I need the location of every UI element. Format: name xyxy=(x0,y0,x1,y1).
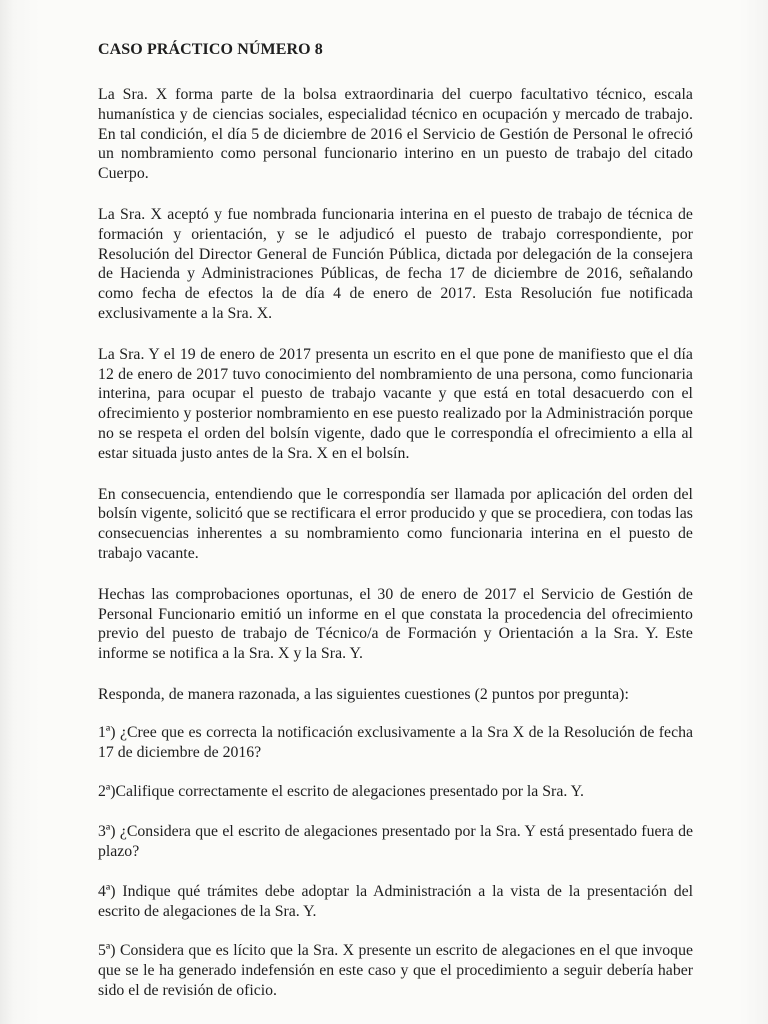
paragraph-3: La Sra. Y el 19 de enero de 2017 presenta un escrito en el que pone de manifiesto que el día 12 de enero de 2017 tuvo conocimiento del nombramiento de una persona, como funcionaria interina, para ocupar el puesto de trabajo vacante y que está en total desacuerdo con el ofrecimiento y posterior nombramiento en ese puesto realizado por la Administración porque no se respeta el orden del bolsín vigente, dado que le correspondía el ofrecimiento a ella al estar situada justo antes de la Sra. X en el bolsín. xyxy=(98,345,693,462)
paragraph-1: La Sra. X forma parte de la bolsa extraordinaria del cuerpo facultativo técnico, escala humanística y de ciencias sociales, especialidad técnico en ocupación y mercado de trabajo. En tal condición, el día 5 de diciembre de 2016 el Servicio de Gestión de Personal le ofreció un nombramiento como personal funcionario interino en un puesto de trabajo del citado Cuerpo. xyxy=(98,86,693,183)
instruction-text: Responda, de manera razonada, a las siguientes cuestiones (2 puntos por pregunta): xyxy=(98,685,629,703)
question-4: 4ª) Indique qué trámites debe adoptar la Administración a la vista de la presentación del escrito de alegaciones de la Sra. Y. xyxy=(98,882,693,920)
question-3: 3ª) ¿Considera que el escrito de alegaciones presentado por la Sra. Y está presentado fuera de plazo? xyxy=(98,823,693,860)
question-5: 5ª) Considera que es lícito que la Sra. X presente un escrito de alegaciones en el que invoque que se le ha generado indefensión en este caso y que el procedimiento a seguir debería haber sido el de revisión de oficio. xyxy=(98,942,693,999)
document-title: CASO PRÁCTICO NÚMERO 8 xyxy=(98,41,323,58)
paragraph-5: Hechas las comprobaciones oportunas, el 30 de enero de 2017 el Servicio de Gestión de Personal Funcionario emitió un informe en el que constata la procedencia del ofrecimiento previo del puesto de trabajo de Técnico/a de Formación y Orientación a la Sra. Y. Este informe se notifica a la Sra. X y la Sra. Y. xyxy=(98,585,693,663)
question-1: 1ª) ¿Cree que es correcta la notificación exclusivamente a la Sra X de la Resolución de fecha 17 de diciembre de 2016? xyxy=(98,723,693,761)
question-2: 2ª)Califique correctamente el escrito de alegaciones presentado por la Sra. Y. xyxy=(98,783,584,801)
paragraph-4: En consecuencia, entendiendo que le correspondía ser llamada por aplicación del orden del bolsín vigente, solicitó que se rectificara el error producido y que se procediera, con todas las consecuencias inherentes a su nombramiento como funcionaria interina en el puesto de trabajo vacante. xyxy=(98,485,693,562)
paragraph-2: La Sra. X aceptó y fue nombrada funcionaria interina en el puesto de trabajo de técnica de formación y orientación, y se le adjudicó el puesto de trabajo correspondiente, por Resolución del Director General de Función Pública, dictada por delegación de la consejera de Hacienda y Administraciones Públicas, de fecha 17 de diciembre de 2016, señalando como fecha de efectos la de día 4 de enero de 2017. Esta Resolución fue notificada exclusivamente a la Sra. X. xyxy=(98,205,693,322)
